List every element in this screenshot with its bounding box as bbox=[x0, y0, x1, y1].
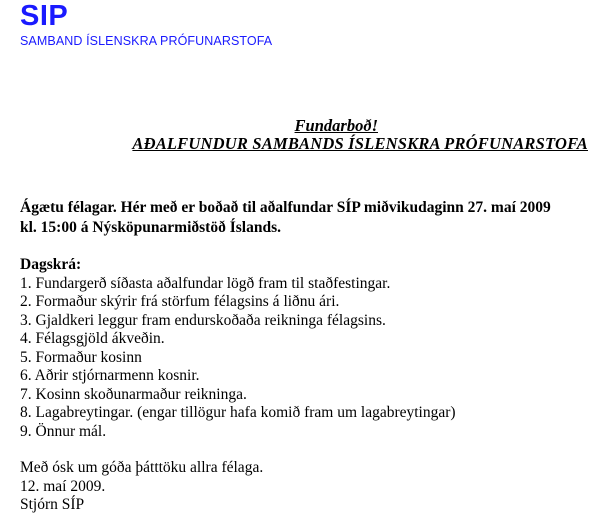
agenda-item: 9. Önnur mál. bbox=[20, 422, 107, 440]
agenda-item: 6. Aðrir stjórnarmenn kosnir. bbox=[20, 367, 200, 384]
letterhead bbox=[20, 0, 272, 49]
signature: Stjórn SÍP bbox=[20, 496, 85, 513]
notice-title: Fundarboð! bbox=[294, 116, 378, 135]
invitation-paragraph bbox=[20, 198, 595, 238]
closing-date: 12. maí 2009. bbox=[20, 477, 106, 495]
agenda-item: 8. Lagabreytingar. (engar tillögur hafa komið fram um lagabreytingar) bbox=[20, 404, 456, 421]
organization-name: SAMBAND ÍSLENSKRA PRÓFUNARSTOFA bbox=[20, 34, 273, 48]
closing-section bbox=[20, 459, 263, 515]
invitation-line: kl. 15:00 á Nýsköpunarmiðstöð Íslands. bbox=[20, 219, 281, 236]
closing-greeting: Með ósk um góða þátttöku allra félaga. bbox=[20, 459, 264, 476]
agenda-item: 5. Formaður kosinn bbox=[20, 348, 142, 366]
agenda-item: 2. Formaður skýrir frá störfum félagsins á liðnu ári. bbox=[20, 293, 340, 310]
agenda-section bbox=[20, 256, 456, 441]
agenda-item: 3. Gjaldkeri leggur fram endurskoðaða reikninga félagsins. bbox=[20, 311, 386, 329]
agenda-list bbox=[20, 275, 456, 442]
sip-logo: SIP bbox=[20, 0, 69, 32]
agenda-heading: Dagskrá: bbox=[20, 256, 82, 273]
agenda-item: 4. Félagsgjöld ákveðin. bbox=[20, 330, 165, 347]
agenda-item: 1. Fundargerð síðasta aðalfundar lögð fram til staðfestingar. bbox=[20, 274, 391, 292]
agenda-item: 7. Kosinn skoðunarmaður reikninga. bbox=[20, 385, 247, 403]
meeting-title: AÐALFUNDUR SAMBANDS ÍSLENSKRA PRÓFUNARSTOFA bbox=[132, 134, 588, 153]
invitation-line: Ágætu félagar. Hér með er boðað til aðalfundar SÍP miðvikudaginn 27. maí 2009 bbox=[20, 199, 551, 216]
